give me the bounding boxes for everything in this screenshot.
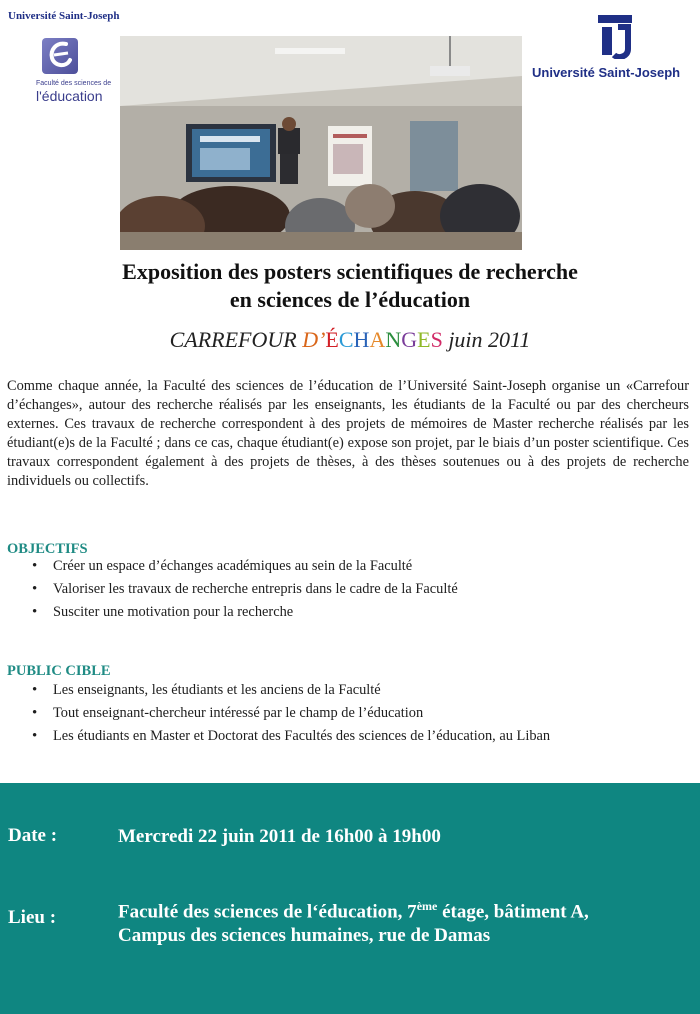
usj-logo-mark bbox=[598, 15, 632, 59]
lieu-label: Lieu : bbox=[8, 907, 57, 928]
objectifs-heading: OBJECTIFS bbox=[7, 541, 88, 557]
usj-logo-name: Université Saint-Joseph bbox=[532, 65, 681, 80]
faculty-logo bbox=[36, 38, 112, 106]
list-item: • Les enseignants, les étudiants et les anciens de la Faculté bbox=[32, 679, 550, 702]
university-name-top: Université Saint-Joseph bbox=[8, 10, 120, 22]
list-item: • Valoriser les travaux de recherche entrepris dans le cadre de la Faculté bbox=[32, 578, 458, 601]
info-band bbox=[0, 783, 700, 1014]
subtitle-d-apostrophe: D’ bbox=[302, 327, 326, 352]
usj-logo bbox=[532, 15, 692, 85]
faculty-logo-small-text: Faculté des sciences de bbox=[36, 80, 112, 87]
subtitle-month-year: juin 2011 bbox=[448, 327, 531, 352]
lieu-line-1-part-a: Faculté des sciences de l‘éducation, 7 bbox=[118, 901, 417, 923]
date-label: Date : bbox=[8, 825, 58, 846]
echanges-letter: A bbox=[369, 327, 386, 352]
faculty-logo-mark bbox=[42, 38, 78, 74]
echanges-letter: É bbox=[325, 327, 339, 352]
title-line-1: Exposition des posters scientifiques de recherche bbox=[122, 259, 578, 284]
echanges-letter: S bbox=[430, 327, 443, 352]
echanges-letter: H bbox=[353, 327, 370, 352]
echanges-letter: N bbox=[385, 327, 402, 352]
page-title bbox=[0, 258, 700, 314]
list-item: • Tout enseignant-chercheur intéressé par le champ de l’éducation bbox=[32, 702, 550, 725]
subtitle-echanges bbox=[325, 327, 442, 352]
faculty-logo-big-text: l'éducation bbox=[36, 88, 103, 104]
list-item: • Susciter une motivation pour la recherche bbox=[32, 601, 458, 624]
echanges-letter: C bbox=[338, 327, 354, 352]
title-line-2: en sciences de l’éducation bbox=[229, 287, 471, 312]
lieu-line-1 bbox=[118, 894, 589, 924]
event-photo bbox=[120, 36, 522, 250]
lieu-line-1-sup: ème bbox=[416, 899, 438, 913]
public-list bbox=[32, 679, 550, 748]
public-heading: PUBLIC CIBLE bbox=[7, 663, 111, 679]
intro-paragraph: Comme chaque année, la Faculté des sciences de l’éducation de l’Université Saint-Joseph organise un «Carrefour d’échanges», autour des recherche réalisés par les enseignants, les étudiants de la Faculté ou par des chercheurs externes. Ces travaux de recherche correspondent à des projets de mémoires de Master recherche réalisés par les étudiant(e)s de la Faculté ; dans ce cas, chaque étudiant(e) expose son projet, par le biais d’un poster scientifique. Ces travaux correspondent également à des projets de thèses, à des thèses soutenues ou à des projets de recherche individuels ou collectifs. bbox=[7, 378, 689, 489]
subtitle-carrefour: CARREFOUR bbox=[169, 327, 297, 352]
lieu-line-1-part-b: étage, bâtiment A, bbox=[437, 901, 589, 923]
lieu-value bbox=[118, 894, 589, 948]
event-subtitle bbox=[0, 326, 700, 354]
echanges-letter: E bbox=[417, 327, 431, 352]
echanges-letter: G bbox=[401, 327, 418, 352]
list-item: • Les étudiants en Master et Doctorat des Facultés des sciences de l’éducation, au Liban bbox=[32, 725, 550, 748]
lieu-line-2: Campus des sciences humaines, rue de Damas bbox=[118, 925, 491, 947]
date-value: Mercredi 22 juin 2011 de 16h00 à 19h00 bbox=[118, 826, 441, 847]
objectifs-list bbox=[32, 555, 458, 624]
list-item: • Créer un espace d’échanges académiques au sein de la Faculté bbox=[32, 555, 458, 578]
